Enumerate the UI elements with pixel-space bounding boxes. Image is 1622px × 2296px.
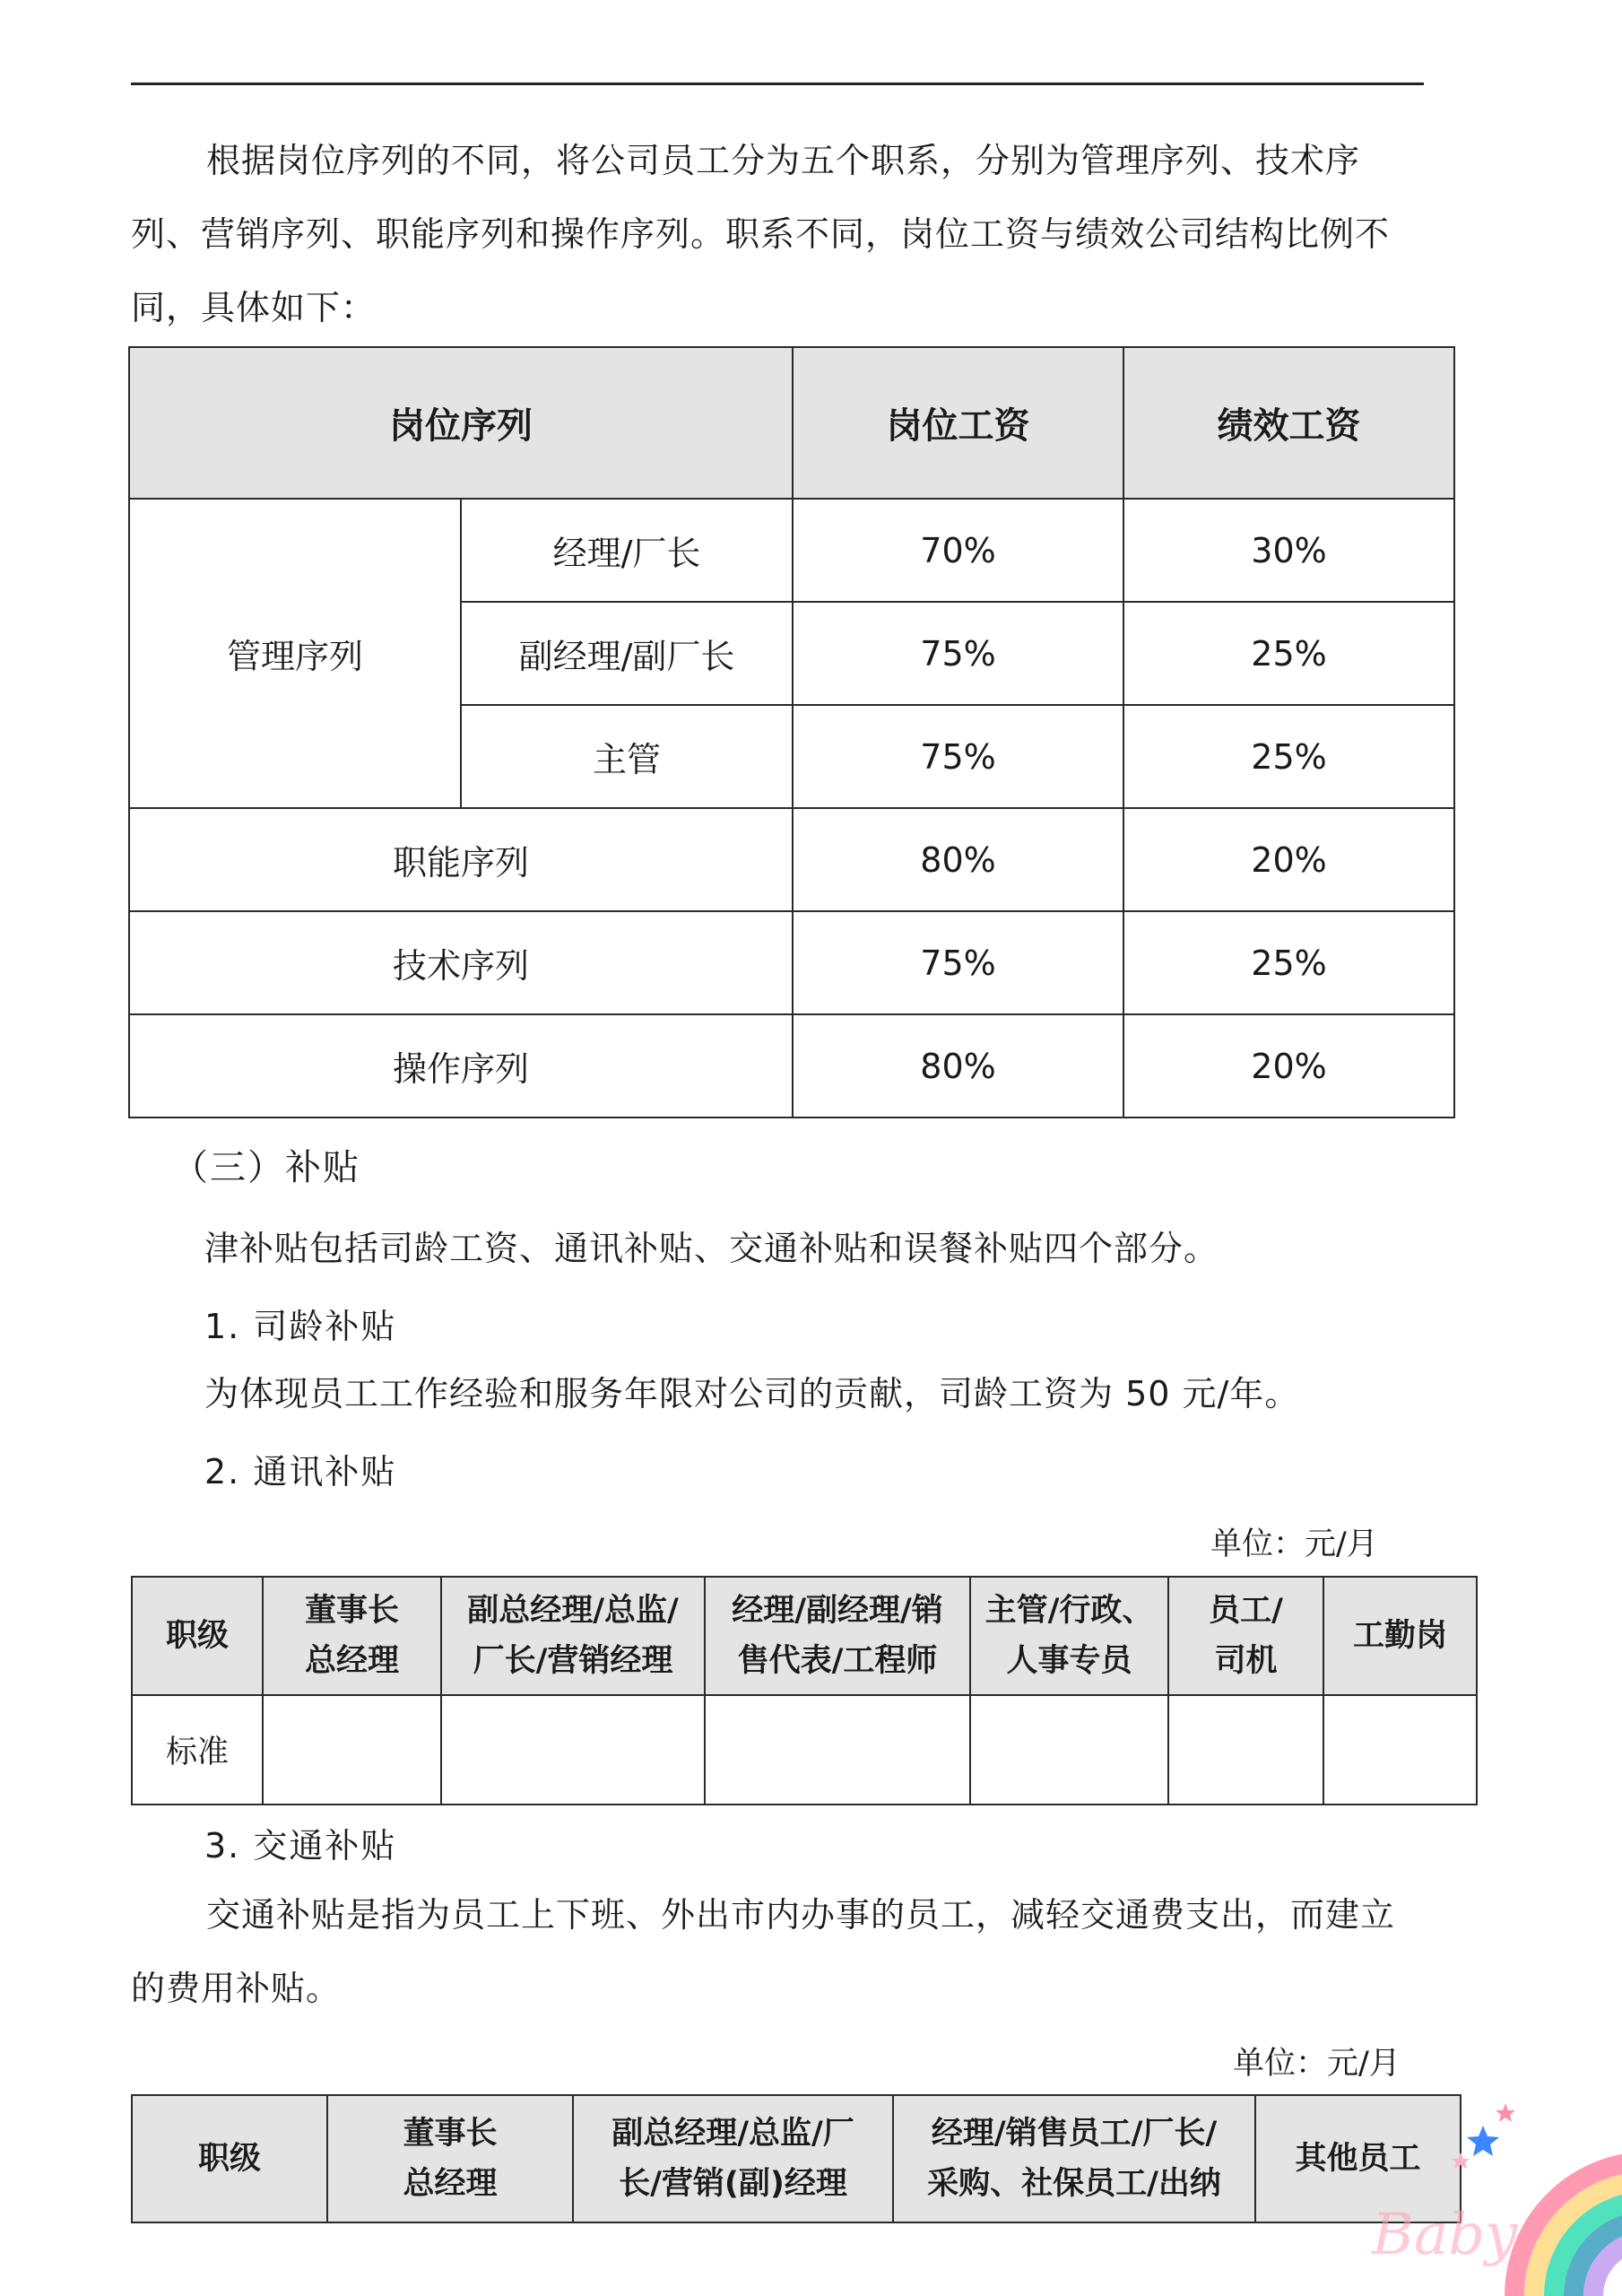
perf-percent: 25%	[1123, 705, 1454, 808]
transport-allowance-table	[131, 2094, 1462, 2223]
empty-cell	[705, 1695, 970, 1805]
base-percent: 75%	[793, 705, 1123, 808]
transport-text: 交通补贴是指为员工上下班、外出市内办事的员工，减轻交通费支出，而建立的费用补贴。	[131, 1895, 1396, 2008]
unit-label: 单位：元/月	[1233, 2046, 1401, 2082]
header-vp: 副总经理/总监/ 厂长/营销经理	[441, 1577, 705, 1695]
base-percent: 75%	[793, 602, 1123, 705]
header-performance-salary: 绩效工资	[1123, 347, 1454, 499]
empty-cell	[441, 1695, 705, 1805]
header-supervisor: 主管/行政、 人事专员	[970, 1577, 1168, 1695]
section-intro: 津补贴包括司龄工资、通讯补贴、交通补贴和误餐补贴四个部分。	[204, 1229, 1219, 1268]
role-cell: 技术序列	[129, 911, 793, 1014]
header-rule	[131, 83, 1424, 85]
header-other-staff: 其他员工	[1255, 2095, 1461, 2222]
header-service: 工勤岗	[1323, 1577, 1477, 1695]
base-percent: 75%	[793, 911, 1123, 1014]
mgmt-group-label: 管理序列	[129, 499, 461, 808]
communication-allowance-table	[131, 1576, 1478, 1805]
empty-cell	[263, 1695, 441, 1805]
role-cell: 主管	[461, 705, 793, 808]
base-percent: 70%	[793, 499, 1123, 602]
header-chairman: 董事长 总经理	[263, 1577, 441, 1695]
subsection-heading: 3. 交通补贴	[204, 1826, 397, 1866]
salary-structure-table	[128, 346, 1455, 1118]
perf-percent: 20%	[1123, 1014, 1454, 1118]
perf-percent: 30%	[1123, 499, 1454, 602]
empty-cell	[970, 1695, 1168, 1805]
section-heading: （三）补贴	[172, 1147, 360, 1188]
subsection-heading: 1. 司龄补贴	[204, 1307, 397, 1346]
intro-paragraph: 根据岗位序列的不同，将公司员工分为五个职系，分别为管理序列、技术序列、营销序列、职能序列和操作序列。职系不同，岗位工资与绩效公司结构比例不同，具体如下：	[131, 141, 1391, 327]
empty-cell	[1168, 1695, 1323, 1805]
header-staff: 员工/ 司机	[1168, 1577, 1323, 1695]
perf-percent: 25%	[1123, 602, 1454, 705]
role-cell: 职能序列	[129, 808, 793, 911]
role-cell: 操作序列	[129, 1014, 793, 1118]
empty-cell	[1323, 1695, 1477, 1805]
unit-label: 单位：元/月	[1210, 1526, 1378, 1562]
header-vp: 副总经理/总监/厂 长/营销(副)经理	[573, 2095, 893, 2222]
header-manager: 经理/销售员工/厂长/ 采购、社保员工/出纳	[893, 2095, 1255, 2222]
row-label-standard: 标准	[132, 1695, 263, 1805]
watermark-text: Baby	[1372, 2202, 1518, 2268]
role-cell: 副经理/副厂长	[461, 602, 793, 705]
perf-percent: 25%	[1123, 911, 1454, 1014]
header-base-salary: 岗位工资	[793, 347, 1123, 499]
subsection-heading: 2. 通讯补贴	[204, 1452, 397, 1492]
header-level: 职级	[132, 2095, 327, 2222]
header-chairman: 董事长 总经理	[327, 2095, 573, 2222]
header-manager: 经理/副经理/销 售代表/工程师	[705, 1577, 970, 1695]
seniority-text: 为体现员工工作经验和服务年限对公司的贡献，司龄工资为 50 元/年。	[204, 1374, 1300, 1413]
perf-percent: 20%	[1123, 808, 1454, 911]
base-percent: 80%	[793, 1014, 1123, 1118]
role-cell: 经理/厂长	[461, 499, 793, 602]
header-level: 职级	[132, 1577, 263, 1695]
base-percent: 80%	[793, 808, 1123, 911]
header-position-series: 岗位序列	[129, 347, 793, 499]
